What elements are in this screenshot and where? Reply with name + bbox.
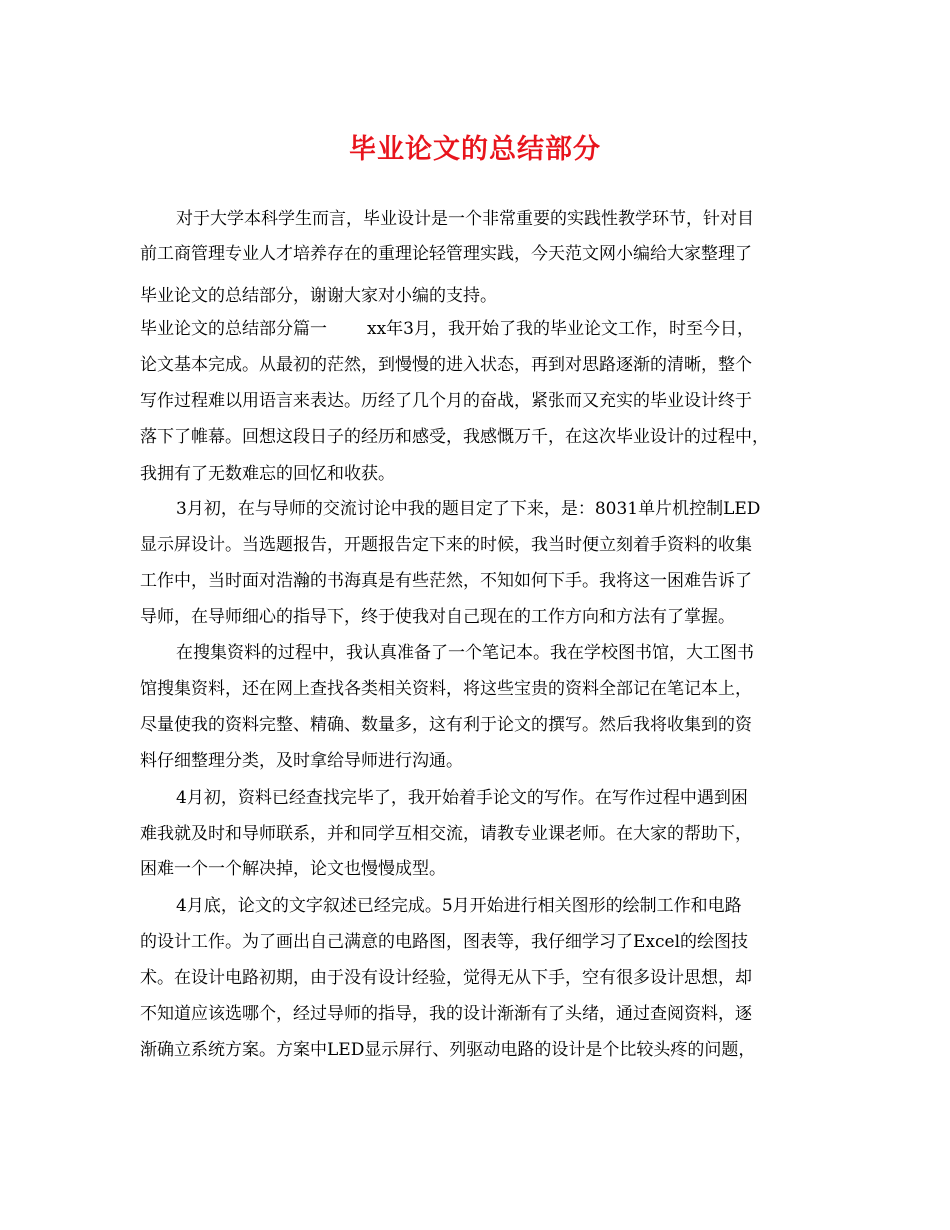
paragraph-line: 4月初，资料已经查找完毕了，我开始着手论文的写作。在写作过程中遇到困 [176, 788, 748, 808]
paragraph-line: 在搜集资料的过程中，我认真准备了一个笔记本。我在学校图书馆，大工图书 [176, 643, 754, 663]
paragraph-line: 术。在设计电路初期，由于没有设计经验，觉得无从下手，空有很多设计思想，却 [140, 968, 752, 988]
paragraph-line: 我拥有了无数难忘的回忆和收获。 [140, 464, 395, 484]
paragraph-line: 工作中，当时面对浩瀚的书海真是有些茫然，不知如何下手。我将这一困难告诉了 [140, 571, 752, 591]
paragraph-line: 落下了帷幕。回想这段日子的经历和感受，我感慨万千，在这次毕业设计的过程中， [140, 427, 769, 447]
paragraph-line: 论文基本完成。从最初的茫然，到慢慢的进入状态，再到对思路逐渐的清晰，整个 [140, 355, 752, 375]
paragraph-line: 尽量使我的资料完整、精确、数量多，这有利于论文的撰写。然后我将收集到的资 [140, 715, 752, 735]
section-heading-line [140, 317, 754, 341]
paragraph-line: 困难一个一个解决掉，论文也慢慢成型。 [140, 859, 446, 879]
paragraph-line: xx年3月，我开始了我的毕业论文工作，时至今日， [367, 319, 754, 339]
paragraph-line: 对于大学本科学生而言，毕业设计是一个非常重要的实践性教学环节，针对目 [176, 209, 754, 229]
paragraph-line: 的设计工作。为了画出自己满意的电路图，图表等，我仔细学习了Excel的绘图技 [140, 932, 749, 952]
paragraph-line: 渐确立系统方案。方案中LED显示屏行、列驱动电路的设计是个比较头疼的问题， [140, 1040, 756, 1060]
document-title: 毕业论文的总结部分 [349, 134, 601, 165]
paragraph-line: 导师，在导师细心的指导下，终于使我对自己现在的工作方向和方法有了掌握。 [140, 607, 735, 627]
paragraph-line: 前工商管理专业人才培养存在的重理论轻管理实践，今天范文网小编给大家整理了 [140, 244, 752, 264]
paragraph-line: 难我就及时和导师联系，并和同学互相交流，请教专业课老师。在大家的帮助下， [140, 824, 752, 844]
paragraph-line: 写作过程难以用语言来表达。历经了几个月的奋战，紧张而又充实的毕业设计终于 [140, 391, 752, 411]
paragraph-line: 馆搜集资料，还在网上查找各类相关资料，将这些宝贵的资料全部记在笔记本上， [140, 679, 752, 699]
paragraph-line: 不知道应该选哪个，经过导师的指导，我的设计渐渐有了头绪，通过查阅资料，逐 [140, 1004, 752, 1024]
paragraph-line: 料仔细整理分类，及时拿给导师进行沟通。 [140, 751, 463, 771]
paragraph-line: 3月初，在与导师的交流讨论中我的题目定了下来，是：8031单片机控制LED [176, 499, 761, 519]
section-heading: 毕业论文的总结部分篇一 [140, 319, 327, 339]
paragraph-line: 毕业论文的总结部分，谢谢大家对小编的支持。 [140, 286, 497, 306]
paragraph-line: 显示屏设计。当选题报告，开题报告定下来的时候，我当时便立刻着手资料的收集 [140, 535, 752, 555]
paragraph-line: 4月底，论文的文字叙述已经完成。5月开始进行相关图形的绘制工作和电路 [176, 896, 742, 916]
